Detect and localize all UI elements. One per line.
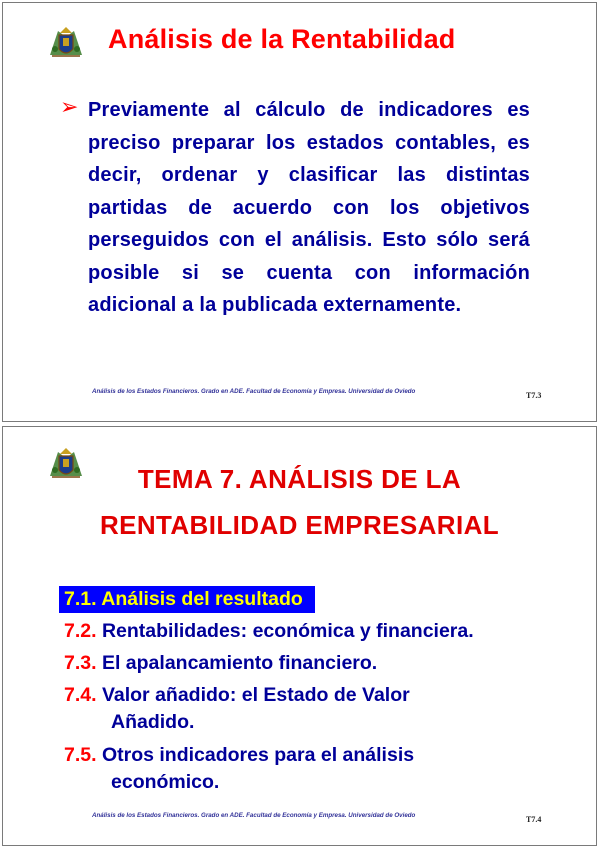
bullet-paragraph	[60, 94, 530, 322]
list-item	[64, 742, 544, 796]
page-number: T7.4	[526, 815, 542, 824]
slide-title: Análisis de la Rentabilidad	[108, 24, 456, 54]
list-item	[64, 618, 544, 645]
list-item	[64, 650, 544, 677]
item-number: 7.1.	[64, 588, 97, 610]
slide-footer: Análisis de los Estados Financieros. Grado en ADE. Facultad de Economía y Empresa. Universidad de Oviedo	[92, 388, 416, 395]
slide-t7-4	[0, 424, 599, 848]
list-item	[64, 586, 544, 613]
item-text: El apalancamiento financiero.	[101, 652, 378, 674]
item-number: 7.2.	[64, 620, 97, 642]
slide-title-line-2: RENTABILIDAD EMPRESARIAL	[99, 510, 500, 540]
bullet-text: Previamente al cálculo de indicadores es preciso preparar los estados contables, es decir, ordenar y clasificar las distintas partidas de acuerdo con los objetivos perseguidos con el análisis. Esto sólo será posible si se cuenta con información adicional a la publicada externamente.	[88, 99, 530, 316]
topic-list	[64, 586, 544, 796]
item-number: 7.5.	[64, 744, 97, 766]
highlight-box	[59, 586, 315, 613]
slide-title-line-1: TEMA 7. ANÁLISIS DE LA	[137, 464, 462, 494]
item-text: Análisis del resultado	[101, 588, 303, 610]
item-text: Valor añadido: el Estado de Valor	[101, 684, 410, 706]
bullet-arrow-icon: ➢	[60, 94, 79, 119]
item-number: 7.4.	[64, 684, 97, 706]
item-text-continuation: económico.	[111, 771, 220, 793]
list-item	[64, 682, 544, 736]
university-crest-icon	[46, 25, 86, 65]
item-text-continuation: Añadido.	[111, 711, 195, 733]
item-number: 7.3.	[64, 652, 97, 674]
item-text: Otros indicadores para el análisis	[101, 744, 415, 766]
page-number: T7.3	[526, 391, 542, 400]
item-text: Rentabilidades: económica y financiera.	[101, 620, 474, 642]
slide-footer: Análisis de los Estados Financieros. Grado en ADE. Facultad de Economía y Empresa. Universidad de Oviedo	[92, 812, 416, 819]
